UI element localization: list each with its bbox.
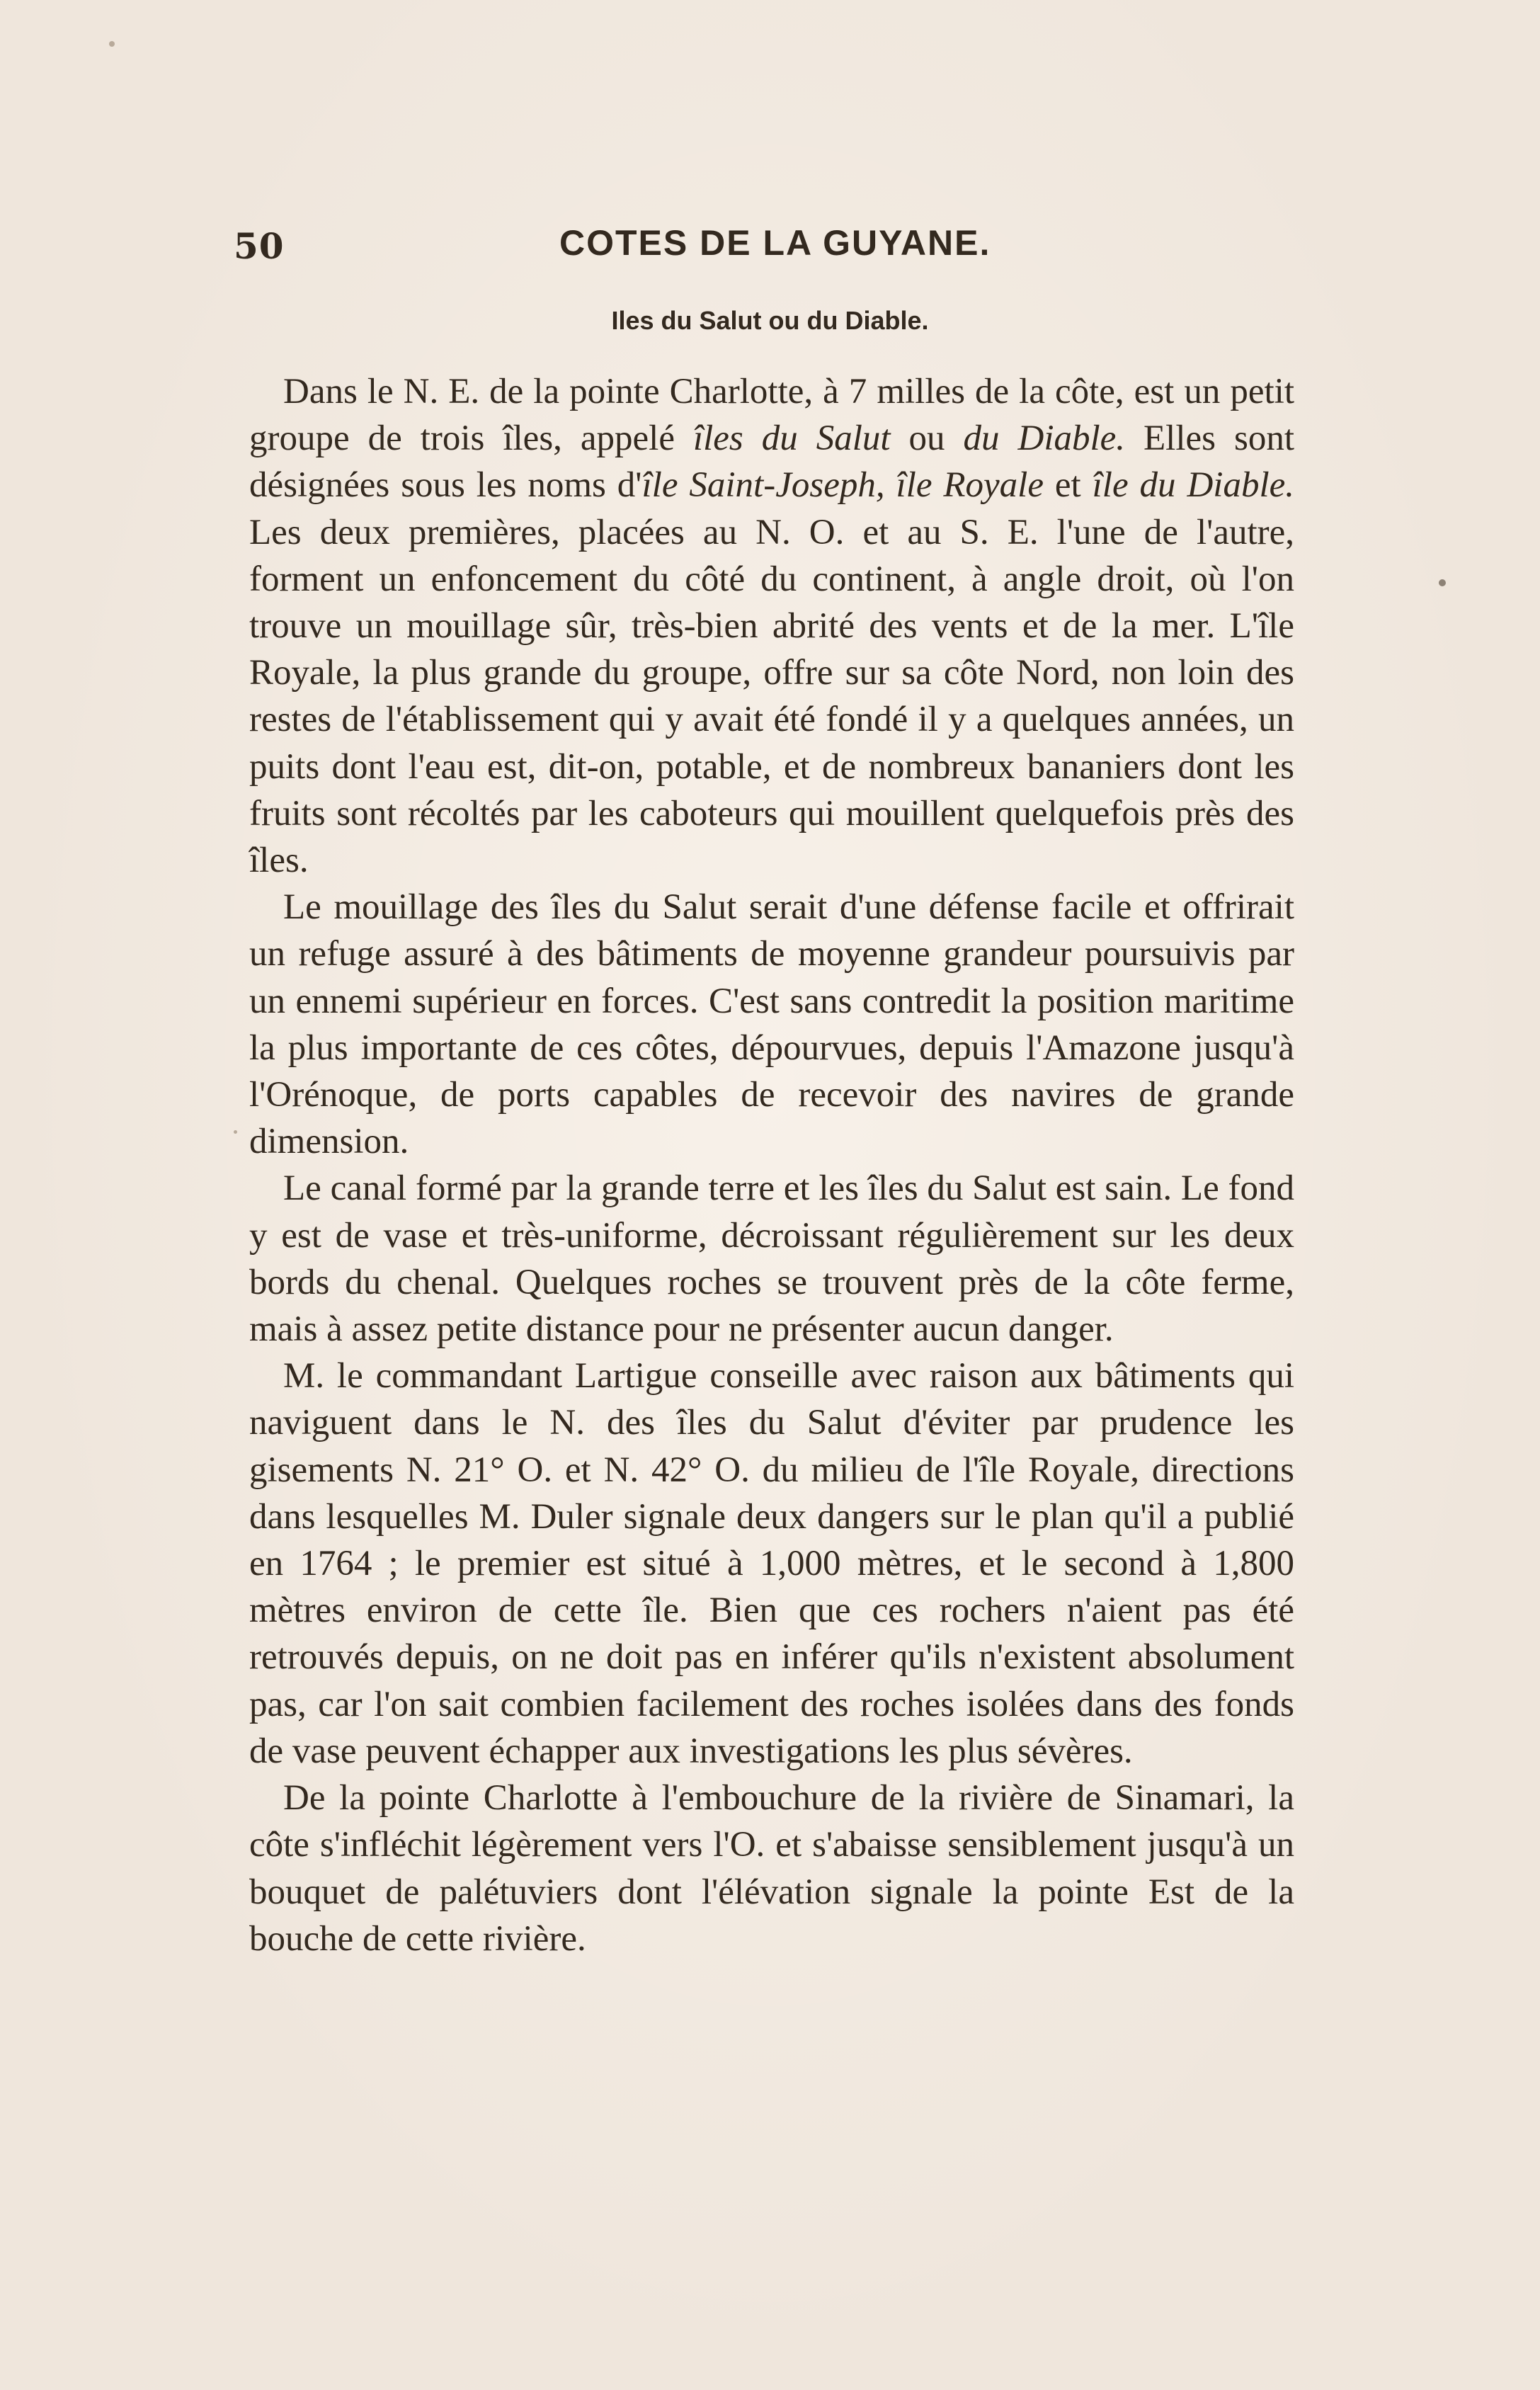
paper-speck: [109, 41, 115, 47]
paragraph-1-italic-a: îles du Salut: [692, 419, 891, 459]
paragraph-5: De la pointe Charlotte à l'embouchure de la rivière de Sinamari, la côte s'infléchit légèrement vers l'O. et s'abaisse sensiblement jusqu'à un bouquet de palétuviers dont l'élévation signale la pointe Est de la bouche de cette rivière.: [249, 1778, 1294, 1959]
section-title: Iles du Salut ou du Diable.: [611, 306, 929, 335]
paragraph-1-text-c: Elles sont désignées sous les noms d': [249, 419, 1294, 506]
paragraph-1-text-d: et: [1044, 465, 1093, 506]
paper-speck: [1439, 579, 1446, 586]
body-text: [249, 368, 1294, 1962]
running-head: COTES DE LA GUYANE.: [559, 223, 991, 263]
paragraph-1-text-a: Dans le N. E. de la pointe Charlotte, à 7 milles de la côte, est un petit groupe de trois îles, appelé: [249, 372, 1294, 459]
page-number: 50: [234, 225, 285, 267]
paragraph-1-text-e: Les deux premières, placées au N. O. et au S. E. l'une de l'autre, forment un enfoncement du côté du continent, à angle droit, où l'on trouve un mouillage sûr, très-bien abrité des vents et de la mer. L'île Royale, la plus grande du groupe, offre sur sa côte Nord, non loin des restes de l'établissement qui y avait été fondé il y a quelques années, un puits dont l'eau est, dit-on, potable, et de nombreux bananiers dont les fruits sont récoltés par les caboteurs qui mouillent quelquefois près des îles.: [249, 512, 1294, 881]
paragraph-4: M. le commandant Lartigue conseille avec raison aux bâtiments qui naviguent dans le N. des îles du Salut d'éviter par prudence les gisements N. 21° O. et N. 42° O. du milieu de l'île Royale, directions dans lesquelles M. Duler signale deux dangers sur le plan qu'il a publié en 1764 ; le premier est situé à 1,000 mètres, et le second à 1,800 mètres environ de cette île. Bien que ces rochers n'aient pas été retrouvés depuis, on ne doit pas en inférer qu'ils n'existent absolument pas, car l'on sait combien facilement des roches isolées dans des fonds de vase peuvent échapper aux investigations les plus sévères.: [249, 1356, 1294, 1771]
paragraph-3: Le canal formé par la grande terre et les îles du Salut est sain. Le fond y est de vase et très-uniforme, décroissant régulièrement sur les deux bords du chenal. Quelques roches se trouvent près de la côte ferme, mais à assez petite distance pour ne présenter aucun danger.: [249, 1168, 1294, 1350]
paragraph-1-italic-b: du Diable.: [963, 419, 1126, 459]
paragraph-1-text-b: ou: [890, 419, 964, 459]
paragraph-2: Le mouillage des îles du Salut serait d'une défense facile et offrirait un refuge assuré à des bâtiments de moyenne grandeur poursuivis par un ennemi supérieur en forces. C'est sans contredit la position maritime la plus importante de ces côtes, dépourvues, depuis l'Amazone jusqu'à l'Orénoque, de ports capables de recevoir des navires de grande dimension.: [249, 887, 1294, 1162]
paper-speck: [234, 1130, 237, 1134]
paragraph-1-italic-c: île Saint-Joseph, île Royale: [641, 465, 1044, 506]
paragraph-1-italic-d: île du Diable.: [1092, 465, 1295, 506]
paragraph-1: [249, 368, 1294, 884]
